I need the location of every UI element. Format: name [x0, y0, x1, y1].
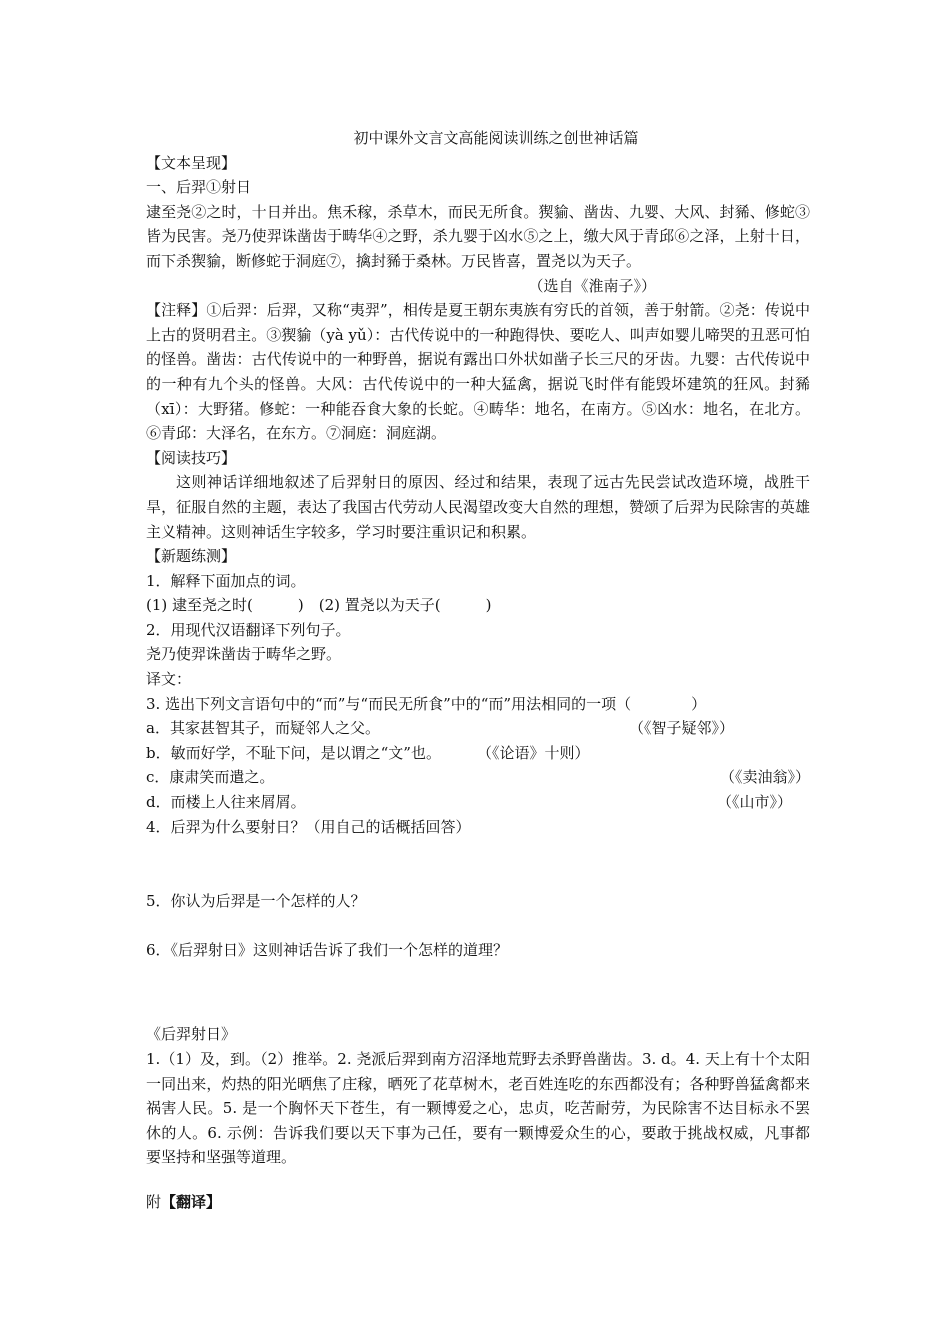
- question-3-option-a: [146, 716, 810, 741]
- option-source: （《山市》）: [716, 793, 792, 812]
- question-2-answer-label: 译文：: [146, 670, 192, 689]
- option-text: a．其家甚智其子，而疑邻人之父。: [146, 719, 380, 738]
- question-2-sentence: 尧乃使羿诛凿齿于畴华之野。: [146, 645, 342, 664]
- classical-passage: 逮至尧②之时，十日并出。焦禾稼，杀草木，而民无所食。猰貐、凿齿、九婴、大风、封豨、修蛇③皆为民害。尧乃使羿诛凿齿于畴华④之野，杀九婴于凶水⑤之上，缴大风于青邱⑥之泽，上射十日，而下杀猰貐，断修蛇于洞庭⑦，擒封豨于桑林。万民皆喜，置尧以为天子。: [146, 202, 810, 270]
- appendix-translation-header: [146, 1190, 810, 1215]
- answer-space: [146, 962, 810, 1022]
- document-body: [146, 126, 810, 1215]
- question-6: 6．《后羿射日》这则神话告诉了我们一个怎样的道理？: [146, 940, 509, 959]
- passage-source: （选自《淮南子》）: [528, 276, 656, 295]
- spacer: [146, 1170, 810, 1190]
- question-1: 1．解释下面加点的词。: [146, 571, 306, 590]
- option-source: （《论语》十则）: [476, 743, 590, 762]
- option-source: （《智子疑邻》）: [628, 719, 734, 738]
- question-3-option-c: [146, 765, 810, 790]
- question-3-option-b: [146, 741, 810, 766]
- option-text: c．康肃笑而遣之。: [146, 768, 275, 787]
- question-3-option-d: [146, 790, 810, 815]
- answer-space: [146, 839, 810, 889]
- answer-space: [146, 914, 810, 938]
- reading-skills-header: 【阅读技巧】: [146, 448, 237, 467]
- option-text: d．而楼上人往来屑屑。: [146, 793, 306, 812]
- document-title: 初中课外文言文高能阅读训练之创世神话篇: [353, 129, 639, 147]
- question-2: 2．用现代汉语翻译下列句子。: [146, 620, 351, 639]
- section-header-text: 【文本呈现】: [146, 153, 237, 172]
- appendix-bracket: 【翻译】: [161, 1192, 222, 1211]
- answer-title: 《后羿射日》: [146, 1025, 237, 1044]
- answer-text: 1.（1）及，到。（2）推举。2. 尧派后羿到南方沼泽地荒野去杀野兽凿齿。3. d。4. 天上有十个太阳一同出来，灼热的阳光晒焦了庄稼，晒死了花草树木，老百姓连吃的东西都没有；各种野兽猛禽都来祸害人民。5. 是一个胸怀天下苍生，有一颗博爱之心，忠贞，吃苦耐劳，为民除害不达目标永不罢休的人。6. 示例：告诉我们要以天下事为己任，要有一颗博爱众生的心，要敢于挑战权威，凡事都要坚持和坚强等道理。: [146, 1050, 810, 1167]
- exercise-header: 【新题练测】: [146, 547, 237, 566]
- question-5: 5．你认为后羿是一个怎样的人？: [146, 892, 366, 911]
- reading-skills-text: 这则神话详细地叙述了后羿射日的原因、经过和结果，表现了远古先民尝试改造环境，战胜干旱，征服自然的主题，表达了我国古代劳动人民渴望改变大自然的理想，赞颂了后羿为民除害的英雄主义精神。这则神话生字较多，学习时要注重识记和积累。: [146, 473, 810, 541]
- annotation-notes: 【注释】①后羿：后羿，又称“夷羿”，相传是夏王朝东夷族有穷氏的首领，善于射箭。②尧：传说中上古的贤明君主。③猰貐（yà yǔ）：古代传说中的一种跑得快、要吃人、叫声如婴儿啼哭的丑恶可怕的怪兽。凿齿：古代传说中的一种野兽，据说有露出口外状如凿子长三尺的牙齿。九婴：古代传说中的一种有九个头的怪兽。大风：古代传说中的一种大猛禽，据说飞时伴有能毁坏建筑的狂风。封豨（xī）：大野猪。修蛇：一种能吞食大象的长蛇。④畴华：地名，在南方。⑤凶水：地名，在北方。⑥青邱：大泽名，在东方。⑦洞庭：洞庭湖。: [146, 301, 810, 443]
- question-1-items: (1) 逮至尧之时( ) (2) 置尧以为天子( ): [146, 596, 492, 615]
- question-4: 4．后羿为什么要射日？（用自己的话概括回答）: [146, 817, 471, 836]
- option-text: b．敏而好学，不耻下问，是以谓之“文”也。: [146, 743, 441, 762]
- story-title: 一、后羿①射日: [146, 178, 252, 197]
- appendix-prefix: 附: [146, 1192, 162, 1211]
- option-source: （《卖油翁》）: [719, 768, 810, 787]
- question-3: 3. 选出下列文言语句中的“而”与“而民无所食”中的“而”用法相同的一项（ ）: [146, 694, 707, 713]
